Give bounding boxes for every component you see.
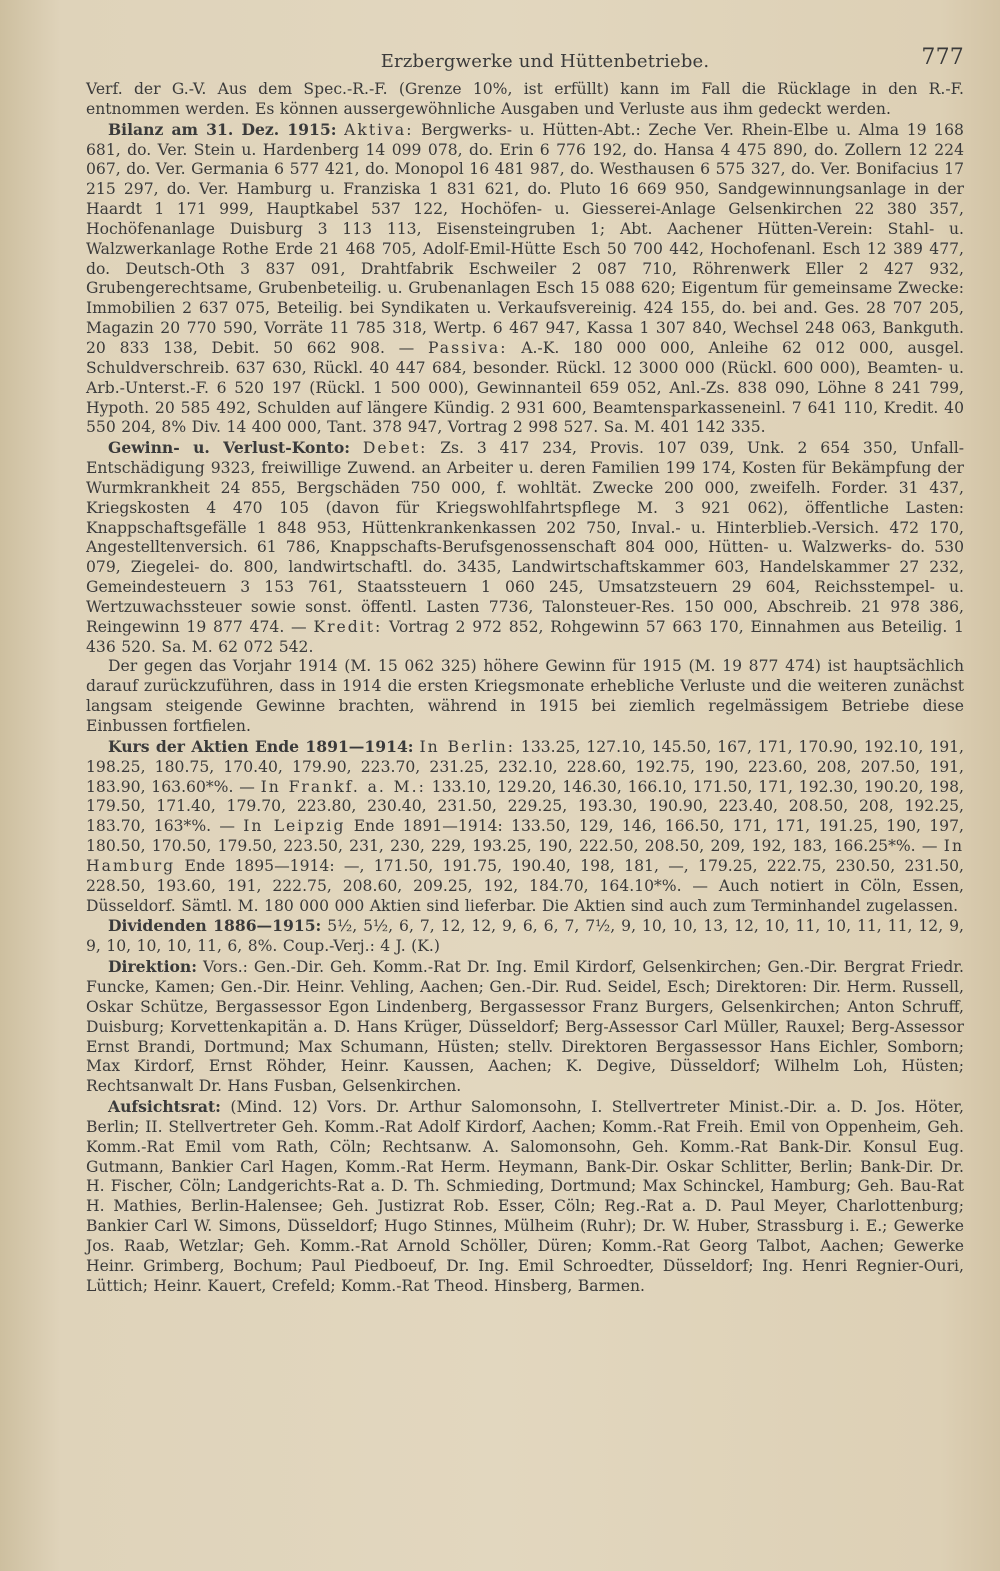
body-text bbox=[86, 80, 964, 1296]
paragraph-kurs bbox=[86, 737, 964, 917]
bilanz-heading: Bilanz am 31. Dez. 1915: bbox=[108, 119, 337, 139]
aufsichtsrat-heading: Aufsichtsrat: bbox=[108, 1097, 221, 1117]
paragraph-bilanz bbox=[86, 120, 964, 439]
page-number: 777 bbox=[921, 45, 964, 70]
kurs-frankfurt-label: In Frankf. a. M.: bbox=[260, 777, 426, 796]
kurs-heading: Kurs der Aktien Ende 1891—1914: bbox=[108, 736, 414, 756]
paragraph-verfuegung bbox=[86, 80, 964, 120]
kredit-label: Kredit: bbox=[313, 617, 383, 636]
kurs-berlin-text: 133.25, 127.10, 145.50, 167, 171, 170.90, 192.10, 191, 198.25, 180.75, 170.40, 179.90, 223.70, 231.25, 232.10, 228.60, 192.75, 190, 223.60, 208, 207.50, 191, 183.90, 163.60*%. — bbox=[86, 737, 964, 796]
kurs-hamburg-text: Ende 1895—1914: —, 171.50, 191.75, 190.40, 198, 181, —, 179.25, 222.75, 230.50, 231.50, 228.50, 193.60, 191, 222.75, 208.60, 209.25, 192, 184.70, 164.10*%. — Auch notiert in Cöln, Essen, Düsseldorf. Sämtl. M. 180 000 000 Aktien sind lieferbar. Die Aktien sind auch zum Terminhandel zugelassen. bbox=[86, 856, 964, 915]
kurs-leipzig-text: Ende 1891—1914: 133.50, 129, 146, 166.50, 171, 171, 191.25, 190, 197, 180.50, 170.50, 179.50, 223.50, 231, 230, 229, 193.25, 190, 222.50, 208.50, 209, 192, 183, 166.25*%. — bbox=[86, 817, 964, 856]
passiva-label: Passiva: bbox=[428, 338, 508, 357]
direktion-text: Vors.: Gen.-Dir. Geh. Komm.-Rat Dr. Ing. Emil Kirdorf, Gelsenkirchen; Gen.-Dir. Bergrat Friedr. Funcke, Kamen; Gen.-Dir. Heinr. Vehling, Aachen; Gen.-Dir. Rud. Seidel, Esch; Direktoren: Dir. Herm. Russell, Oskar Schütze, Bergassessor Egon Lindenberg, Bergassessor Franz Burgers, Gelsenkirchen; Anton Schruff, Duisburg; Korvettenkapitän a. D. Hans Krüger, Düsseldorf; Berg-Assessor Carl Müller, Rauxel; Berg-Assessor Ernst Brandi, Dortmund; Max Schumann, Hüsten; stellv. Direktoren Bergassessor Hans Eichler, Somborn; Max Kirdorf, Ernst Röhder, Heinr. Kaussen, Aachen; K. Degive, Düsseldorf; Wilhelm Loh, Hüsten; Rechtsanwalt Dr. Hans Fusban, Gelsenkirchen. bbox=[86, 958, 964, 1096]
paragraph-gewinn-verlust bbox=[86, 438, 964, 657]
debet-text: Zs. 3 417 234, Provis. 107 039, Unk. 2 654 350, Unfall-Entschädigung 9323, freiwillige Zuwend. an Arbeiter u. deren Familien 199 174, Kosten für Bekämpfung der Wurmkrankheit 24 855, Bergschäden 750 000, f. wohltät. Zwecke 200 000, zweifelh. Forder. 31 437, Kriegskosten 4 470 105 (davon für Kriegswohlfahrtspflege M. 3 921 062), öffentliche Lasten: Knappschaftsgefälle 1 848 953, Hüttenkrankenkassen 202 750, Inval.- u. Hinterblieb.-Versich. 472 170, Angestelltenversich. 61 786, Knappschafts-Berufsgenossenschaft 804 000, Hütten- u. Walzwerks- do. 530 079, Ziegelei- do. 800, landwirtschaftl. do. 3435, Landwirtschaftskammer 603, Handelskammer 27 232, Gemeindesteuern 3 153 761, Staatssteuern 1 060 245, Umsatzsteuern 29 604, Reichsstempel- u. Wertzuwachssteuer sowie sonst. öffentl. Lasten 7736, Talonsteuer-Res. 150 000, Abschreib. 21 978 386, Reingewinn 19 877 474. — bbox=[86, 439, 964, 636]
kurs-hamburg-label: In Hamburg bbox=[86, 837, 964, 875]
aktiva-label: Aktiva: bbox=[344, 120, 414, 139]
aufsichtsrat-text: (Mind. 12) Vors. Dr. Arthur Salomonsohn, I. Stellvertreter Minist.-Dir. a. D. Jos. Höter, Berlin; II. Stellvertreter Geh. Komm.-Rat Adolf Kirdorf, Aachen; Komm.-Rat Freih. Emil von Oppenheim, Geh. Komm.-Rat Emil vom Rath, Cöln; Rechtsanw. A. Salomonsohn, Geh. Komm.-Rat Bank-Dir. Konsul Eug. Gutmann, Bankier Carl Hagen, Komm.-Rat Herm. Heymann, Bank-Dir. Oskar Schlitter, Berlin; Bank-Dir. Dr. H. Fischer, Cöln; Landgerichts-Rat a. D. Th. Schmieding, Dortmund; Max Schinckel, Hamburg; Geh. Bau-Rat H. Mathies, Berlin-Halensee; Geh. Justizrat Rob. Esser, Cöln; Reg.-Rat a. D. Paul Meyer, Charlottenburg; Bankier Carl W. Simons, Düsseldorf; Hugo Stinnes, Mülheim (Ruhr); Dr. W. Huber, Strassburg i. E.; Gewerke Jos. Raab, Wetzlar; Geh. Komm.-Rat Arnold Schöller, Düren; Komm.-Rat Georg Talbot, Aachen; Gewerke Heinr. Grimberg, Bochum; Paul Piedboeuf, Dr. Ing. Emil Schroedter, Düsseldorf; Ing. Henri Regnier-Ouri, Lüttich; Heinr. Kauert, Crefeld; Komm.-Rat Theod. Hinsberg, Barmen. bbox=[86, 1098, 964, 1295]
direktion-heading: Direktion: bbox=[108, 957, 198, 977]
running-header bbox=[86, 36, 964, 72]
paragraph-dividenden bbox=[86, 916, 964, 957]
paragraph-aufsichtsrat bbox=[86, 1097, 964, 1296]
dividenden-text: 5½, 5½, 6, 7, 12, 12, 9, 6, 6, 7, 7½, 9, 10, 10, 13, 12, 10, 11, 10, 11, 11, 12, 9, 9, 10, 10, 10, 11, 6, 8%. Coup.-Verj.: 4 J. (K.) bbox=[86, 917, 964, 956]
passiva-text: A.-K. 180 000 000, Anleihe 62 012 000, ausgel. Schuldverschreib. 637 630, Rückl. 40 447 684, besonder. Rückl. 12 3000 000 (Rückl. 600 000), Beamten- u. Arb.-Unterst.-F. 6 520 197 (Rückl. 1 500 000), Gewinnanteil 659 052, Anl.-Zs. 838 090, Löhne 8 241 799, Hypoth. 20 585 492, Schulden auf längere Kündig. 2 931 600, Beamtensparkasseneinl. 7 641 110, Kredit. 40 550 204, 8% Div. 14 400 000, Tant. 378 947, Vortrag 2 998 527. Sa. M. 401 142 335. bbox=[86, 338, 964, 437]
verfuegung-text: Verf. der G.-V. Aus dem Spec.-R.-F. (Grenze 10%, ist erfüllt) kann im Fall die Rücklage in den R.-F. entnommen werden. Es können aussergewöhnliche Ausgaben und Verluste aus ihm gedeckt werden. bbox=[86, 80, 964, 118]
dividenden-heading: Dividenden 1886—1915: bbox=[108, 916, 322, 936]
gewinn-erlaeuterung-text: Der gegen das Vorjahr 1914 (M. 15 062 325) höhere Gewinn für 1915 (M. 19 877 474) ist hauptsächlich darauf zurückzuführen, dass in 1914 die ersten Kriegsmonate erhebliche Verluste und die weiteren zunächst langsam steigende Gewinne brachten, während in 1915 bei ziemlich regelmässigem Betriebe diese Einbussen fortfielen. bbox=[86, 657, 964, 735]
kurs-berlin-label: In Berlin: bbox=[419, 737, 516, 756]
kurs-leipzig-label: In Leipzig bbox=[243, 817, 346, 836]
page-header-title: Erzbergwerke und Hüttenbetriebe. bbox=[380, 51, 710, 72]
gewinn-verlust-heading: Gewinn- u. Verlust-Konto: bbox=[108, 438, 350, 458]
debet-label: Debet: bbox=[362, 439, 428, 458]
kurs-frankfurt-text: 133.10, 129.20, 146.30, 166.10, 171.50, 171, 192.30, 190.20, 198, 179.50, 171.40, 179.70, 223.80, 230.40, 231.50, 229.25, 193.30, 190.90, 223.40, 208.50, 208, 192.25, 183.70, 163*%. — bbox=[86, 777, 965, 836]
paragraph-direktion bbox=[86, 957, 964, 1097]
paragraph-gewinn-erlaeuterung bbox=[86, 657, 964, 736]
kredit-text: Vortrag 2 972 852, Rohgewinn 57 663 170, Einnahmen aus Beteilig. 1 436 520. Sa. M. 62 072 542. bbox=[86, 617, 964, 656]
aktiva-text: Bergwerks- u. Hütten-Abt.: Zeche Ver. Rhein-Elbe u. Alma 19 168 681, do. Ver. Stein u. Hardenberg 14 099 078, do. Erin 6 776 192, do. Hansa 4 475 890, do. Zollern 12 224 067, do. Ver. Germania 6 577 421, do. Monopol 16 481 987, do. Westhausen 6 575 327, do. Ver. Bonifacius 17 215 297, do. Ver. Hamburg u. Franziska 1 831 621, do. Pluto 16 669 950, Sandgewinnungsanlage in der Haardt 1 171 999, Hauptkabel 537 122, Hochöfen- u. Giesserei-Anlage Gelsenkirchen 22 380 357, Hochöfenanlage Duisburg 3 113 113, Eisensteingruben 1; Abt. Aachener Hütten-Verein: Stahl- u. Walzwerkanlage Rothe Erde 21 468 705, Adolf-Emil-Hütte Esch 50 700 442, Hochofenanl. Esch 12 389 477, do. Deutsch-Oth 3 837 091, Drahtfabrik Eschweiler 2 087 710, Röhrenwerk Eller 2 427 932, Grubengerechtsame, Grubenbeteilig. u. Grubenanlagen Esch 15 088 620; Eigentum für gemeinsame Zwecke: Immobilien 2 637 075, Beteilig. bei Syndikaten u. Verkaufsvereinig. 424 155, do. bei and. Ges. 28 707 205, Magazin 20 770 590, Vorräte 11 785 318, Wertp. 6 467 947, Kassa 1 307 840, Wechsel 248 063, Bankguth. 20 833 138, Debit. 50 662 908. — bbox=[86, 120, 964, 357]
